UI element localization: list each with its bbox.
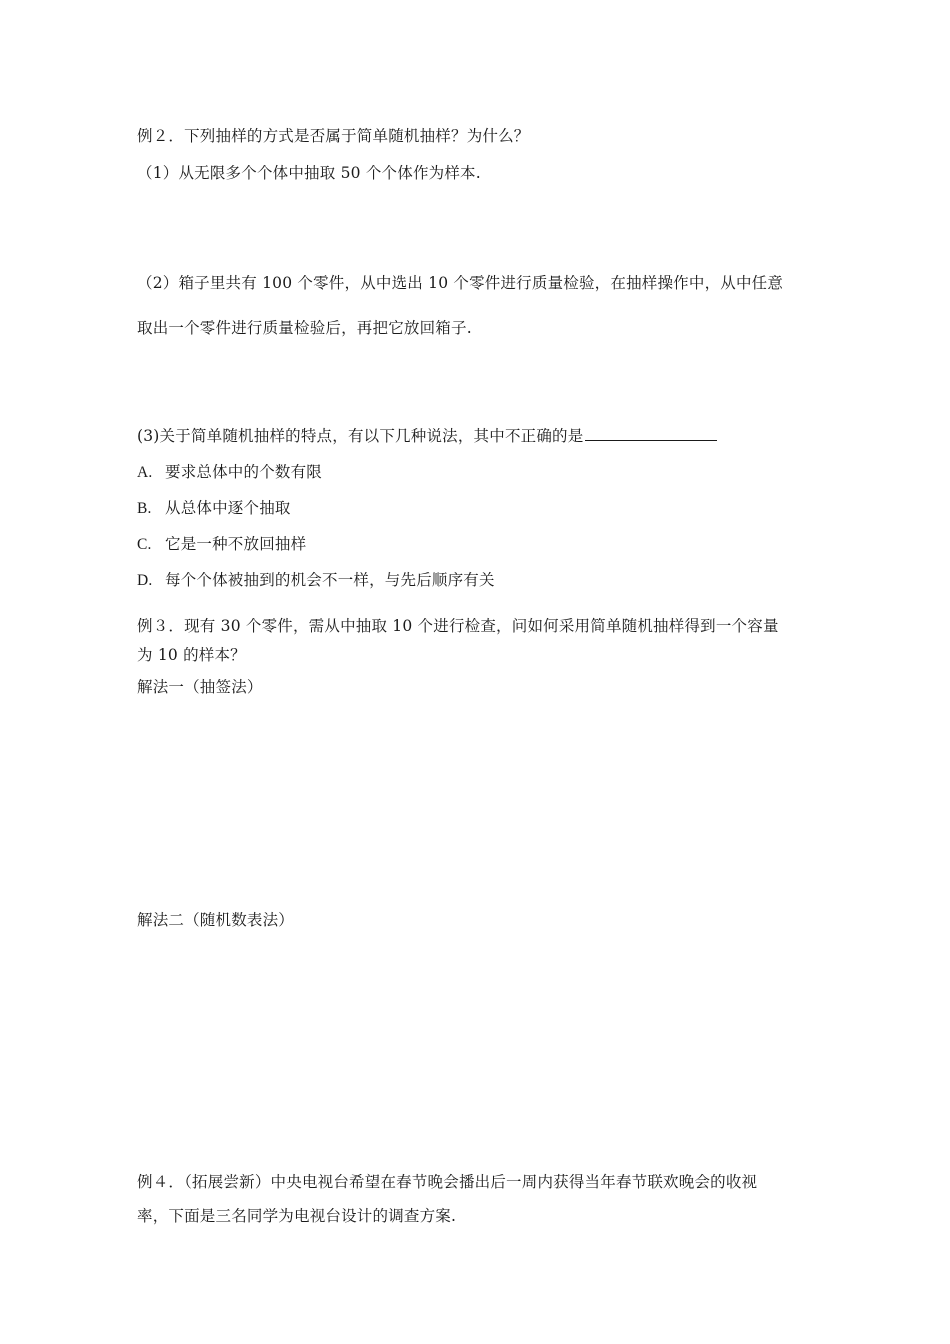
question-3-text: (3)关于简单随机抽样的特点，有以下几种说法，其中不正确的是 [137, 427, 584, 445]
option-d-text: 每个个体被抽到的机会不一样，与先后顺序有关 [165, 571, 495, 589]
example-3-method-1: 解法一（抽签法） [137, 678, 263, 696]
example-3-method-2: 解法二（随机数表法） [137, 911, 295, 929]
example-2-question-2-line-2: 取出一个零件进行质量检验后，再把它放回箱子. [137, 319, 472, 337]
option-b-text: 从总体中逐个抽取 [165, 499, 291, 517]
option-c-letter: C. [137, 536, 152, 553]
example-3-line-2: 为 10 的样本？ [137, 646, 246, 664]
option-b [137, 498, 291, 519]
example-2-question-1: （1）从无限多个个体中抽取 50 个个体作为样本. [137, 164, 481, 182]
example-4-line-1: 例４．（拓展尝新）中央电视台希望在春节晚会播出后一周内获得当年春节联欢晚会的收视 [137, 1173, 758, 1191]
option-c-text: 它是一种不放回抽样 [165, 535, 307, 553]
example-2-question-2-line-1: （2）箱子里共有 100 个零件，从中选出 10 个零件进行质量检验，在抽样操作中，从中任意 [137, 274, 784, 292]
example-2-title: 例２．下列抽样的方式是否属于简单随机抽样？为什么？ [137, 127, 530, 145]
example-3-line-1: 例３．现有 30 个零件，需从中抽取 10 个进行检查，问如何采用简单随机抽样得到一个容量 [137, 617, 779, 635]
answer-blank[interactable] [585, 426, 717, 441]
example-4-line-2: 率，下面是三名同学为电视台设计的调查方案. [137, 1207, 457, 1225]
option-b-letter: B. [137, 500, 152, 517]
option-a-text: 要求总体中的个数有限 [165, 463, 323, 481]
option-d [137, 570, 495, 591]
option-a [137, 462, 322, 483]
option-d-letter: D. [137, 572, 153, 589]
example-2-question-3 [137, 426, 717, 446]
option-c [137, 534, 306, 555]
option-a-letter: A. [137, 464, 153, 481]
